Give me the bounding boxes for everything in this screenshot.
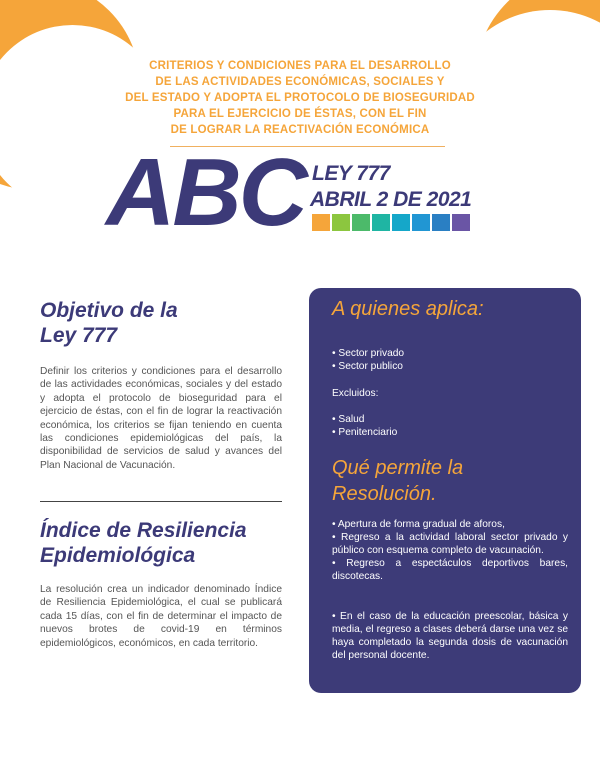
- aplica-list: [332, 347, 568, 373]
- header-line: DE LOGRAR LA REACTIVACIÓN ECONÓMICA: [170, 124, 430, 136]
- list-item: • Salud: [332, 414, 365, 425]
- educacion-text: • En el caso de la educación preescolar, básica y media, el regreso a clases deberá darse una vez se haya completado la segunda dosis de vacunación del personal docente.: [332, 611, 568, 661]
- permite-title: [332, 455, 463, 507]
- info-panel: [309, 288, 581, 693]
- color-swatch: [372, 214, 390, 231]
- header-line: DE LAS ACTIVIDADES ECONÓMICAS, SOCIALES Y: [155, 76, 445, 88]
- law-date: ABRIL 2 DE 2021: [310, 188, 472, 211]
- section-divider: [40, 501, 282, 502]
- color-swatch: [432, 214, 450, 231]
- indice-section: [40, 518, 282, 650]
- permite-list: [332, 518, 568, 583]
- color-swatch: [392, 214, 410, 231]
- list-item: • Sector publico: [332, 361, 403, 372]
- list-item: • Regreso a espectáculos deportivos bares, discotecas.: [332, 558, 568, 582]
- objetivo-section: [40, 298, 282, 472]
- header-line: CRITERIOS Y CONDICIONES PARA EL DESARROLLO: [149, 60, 451, 72]
- aplica-title: A quienes aplica:: [332, 298, 484, 320]
- color-swatch: [312, 214, 330, 231]
- permite-title-line: Qué permite la: [332, 457, 464, 479]
- color-swatch: [352, 214, 370, 231]
- abc-logo-text: ABC: [106, 139, 305, 246]
- color-swatch-strip: [312, 214, 470, 231]
- indice-title-line: Epidemiológica: [40, 544, 196, 567]
- header-line: DEL ESTADO Y ADOPTA EL PROTOCOLO DE BIOSEGURIDAD: [125, 92, 475, 104]
- indice-title: [40, 518, 282, 568]
- list-item: • Penitenciario: [332, 427, 398, 438]
- objetivo-title: [40, 298, 282, 348]
- list-item: • Apertura de forma gradual de aforos,: [332, 519, 505, 530]
- header-line: PARA EL EJERCICIO DE ÉSTAS, CON EL FIN: [173, 108, 427, 120]
- color-swatch: [452, 214, 470, 231]
- law-number: LEY 777: [312, 162, 390, 185]
- permite-title-line: Resolución.: [332, 483, 437, 505]
- objetivo-title-line: Ley 777: [40, 324, 118, 347]
- document-header: [90, 58, 510, 138]
- excluidos-list: [332, 413, 568, 439]
- indice-title-line: Índice de Resiliencia: [40, 519, 247, 542]
- excluidos-label: Excluidos:: [332, 388, 379, 399]
- color-swatch: [412, 214, 430, 231]
- indice-text: La resolución crea un indicador denominado Índice de Resiliencia Epidemiológica, el cual se publicará cada 15 días, con el fin de determinar el impacto de nuevos brotes de covid-19 en términos epidemiológicos, económicos, en cada territorio.: [40, 584, 282, 649]
- objetivo-title-line: Objetivo de la: [40, 299, 178, 322]
- color-swatch: [332, 214, 350, 231]
- objetivo-text: Definir los criterios y condiciones para el desarrollo de las actividades económicas, sociales y del estado y adopta el protocolo de bioseguridad para el ejercicio de éstas, con el fin de lograr la reactivación económica, los criterios se fijan teniendo en cuenta las condiciones epidemiológicas del país, la disponibilidad de servicios de salud y avances del Plan Nacional de Vacunación.: [40, 366, 282, 471]
- list-item: • Sector privado: [332, 348, 405, 359]
- list-item: • Regreso a la actividad laboral sector privado y público con esquema completo de vacunación.: [332, 532, 568, 556]
